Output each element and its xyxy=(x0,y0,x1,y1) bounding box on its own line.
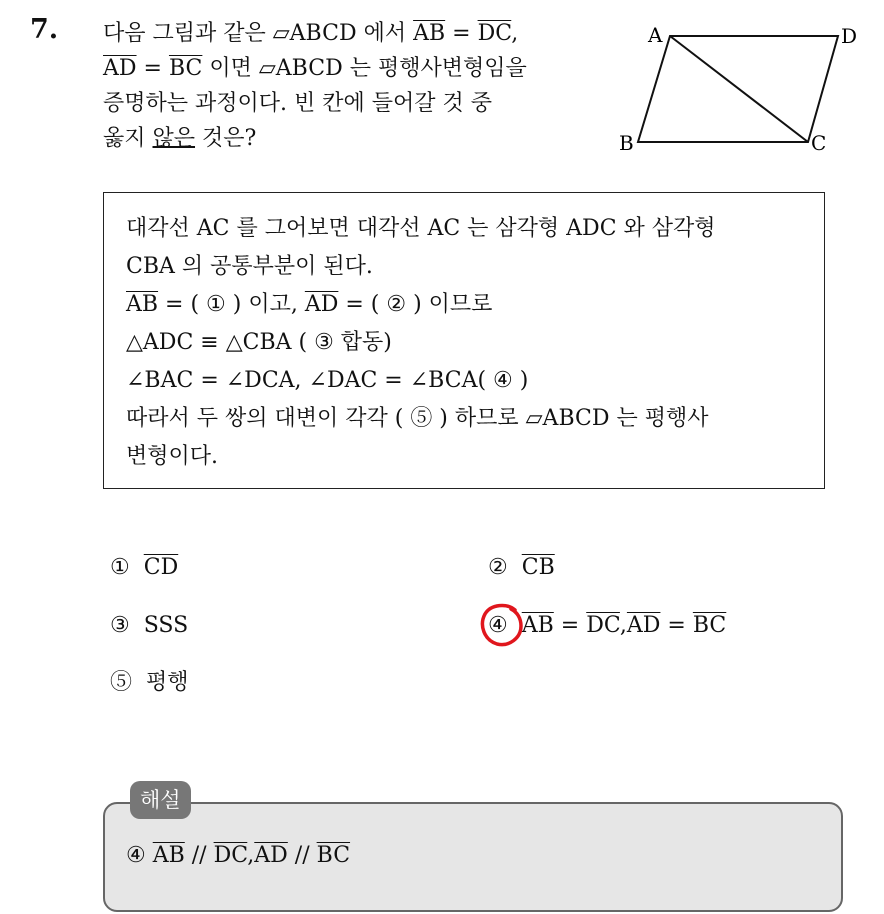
answer-circle-stroke xyxy=(482,605,521,644)
vertex-label-a: A xyxy=(648,23,663,47)
question-number: 7. xyxy=(30,14,59,45)
vertex-label-c: C xyxy=(811,131,827,155)
vertex-label-b: B xyxy=(619,131,634,155)
segment-ab: $\overline{AB}$ xyxy=(413,21,446,46)
option-2[interactable]: ② $\overline{CB}$ xyxy=(488,555,555,580)
question-line-3: 증명하는 과정이다. 빈 칸에 들어갈 것 중 xyxy=(103,91,492,116)
proof-line-1: 대각선 AC 를 그어보면 대각선 AC 는 삼각형 ADC 와 삼각형 xyxy=(126,216,716,241)
proof-line-2: CBA 의 공통부분이 된다. xyxy=(126,254,373,279)
segment-dc: $\overline{DC}$ xyxy=(477,21,512,46)
parallelogram-figure xyxy=(610,20,870,160)
question-text xyxy=(103,16,603,156)
diagonal-ac xyxy=(670,36,808,142)
segment-ad: $\overline{AD}$ xyxy=(103,56,137,81)
option-3[interactable]: ③ SSS xyxy=(110,613,189,638)
proof-box xyxy=(103,192,825,489)
question-line-1: 다음 그림과 같은 ▱ABCD 에서 $\overline{AB} = \overline{DC}$, xyxy=(103,21,519,46)
proof-line-6: 따라서 두 쌍의 대변이 각각 ( ⑤ ) 하므로 ▱ABCD 는 평행사 xyxy=(126,406,709,431)
question-line-4: 옳지 않은 것은? xyxy=(103,126,257,151)
segment-bc: $\overline{BC}$ xyxy=(168,56,203,81)
proof-line-7: 변형이다. xyxy=(126,444,219,469)
option-4[interactable]: ④ $\overline{AB} = \overline{DC},\overline{AD} = \overline{BC}$ xyxy=(488,613,727,638)
solution-tab: 해설 xyxy=(130,781,191,819)
proof-line-4: △ADC ≡ △CBA ( ③ 합동) xyxy=(126,330,392,355)
option-5[interactable]: ⑤ 평행 xyxy=(110,670,189,695)
question-line-2: $\overline{AD} = \overline{BC}$ 이면 ▱ABCD 는 평행사변형임을 xyxy=(103,56,527,81)
underlined-word: 않은 xyxy=(152,126,196,151)
answer-circle-mark xyxy=(477,600,527,650)
solution-text: ④ $\overline{AB} // \overline{DC},\overline{AD} // \overline{BC}$ xyxy=(126,843,351,868)
vertex-label-d: D xyxy=(841,24,858,48)
proof-line-3: $\overline{AB}$ = ( ① ) 이고, $\overline{AD}$ = ( ② ) 이므로 xyxy=(126,292,493,317)
proof-line-5: ∠BAC = ∠DCA, ∠DAC = ∠BCA( ④ ) xyxy=(126,368,529,393)
option-1[interactable]: ① $\overline{CD}$ xyxy=(110,555,179,580)
